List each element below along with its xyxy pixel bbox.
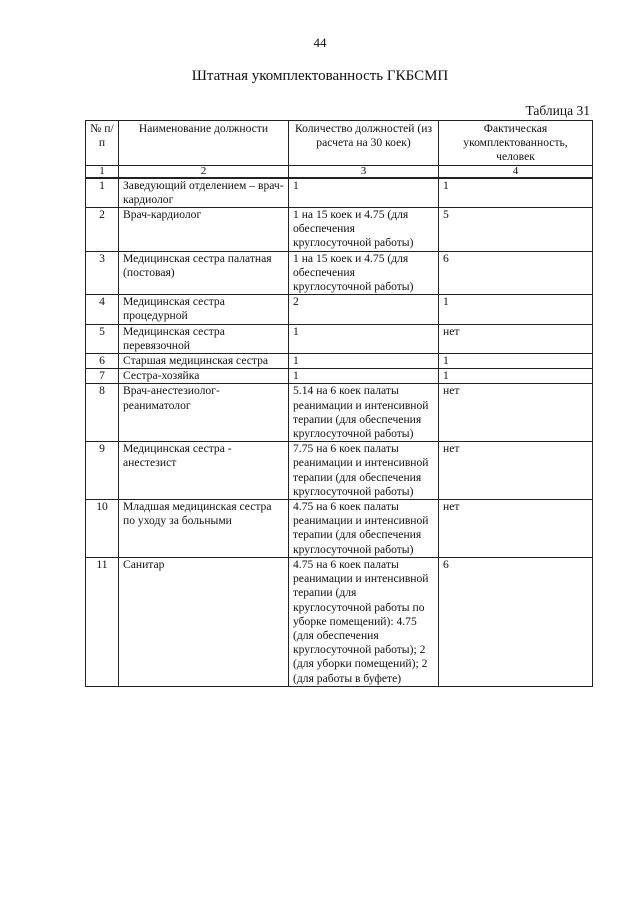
actual-staffing: 1: [439, 354, 593, 369]
row-number: 7: [86, 369, 119, 384]
position-count: 2: [289, 295, 439, 324]
position-name: Заведующий отделением – врач-кардиолог: [119, 178, 289, 208]
table-row: [86, 295, 593, 324]
page-number: 44: [313, 35, 327, 50]
row-number: 10: [86, 500, 119, 558]
column-number: 1: [86, 165, 119, 178]
header-actual-staffing: Фактическая укомплектованность, человек: [439, 121, 593, 166]
header-position-count: Количество должностей (из расчета на 30 коек): [289, 121, 439, 166]
table-row: [86, 324, 593, 353]
position-name: Врач-анестезиолог-реаниматолог: [119, 384, 289, 442]
row-number: 1: [86, 178, 119, 208]
staffing-table: [85, 120, 593, 687]
position-name: Медицинская сестра процедурной: [119, 295, 289, 324]
position-count: 1 на 15 коек и 4.75 (для обеспечения круглосуточной работы): [289, 208, 439, 252]
actual-staffing: 5: [439, 208, 593, 252]
row-number: 2: [86, 208, 119, 252]
column-number: 4: [439, 165, 593, 178]
row-number: 9: [86, 442, 119, 500]
header-position-name: Наименование должности: [119, 121, 289, 166]
row-number: 11: [86, 557, 119, 686]
table-row: [86, 178, 593, 208]
table-row: [86, 500, 593, 558]
position-count: 1: [289, 369, 439, 384]
position-count: 5.14 на 6 коек палаты реанимации и интенсивной терапии (для обеспечения круглосуточной работы): [289, 384, 439, 442]
actual-staffing: нет: [439, 500, 593, 558]
actual-staffing: 6: [439, 251, 593, 295]
table-caption: Таблица 31: [525, 103, 590, 118]
position-name: Медицинская сестра палатная (постовая): [119, 251, 289, 295]
table-row: [86, 557, 593, 686]
actual-staffing: нет: [439, 324, 593, 353]
actual-staffing: нет: [439, 442, 593, 500]
column-number: 2: [119, 165, 289, 178]
column-number-row: [86, 165, 593, 178]
actual-staffing: 1: [439, 178, 593, 208]
table-row: [86, 208, 593, 252]
table-row: [86, 354, 593, 369]
position-count: 4.75 на 6 коек палаты реанимации и интенсивной терапии (для круглосуточной работы по уборке помещений): 4.75 (для обеспечения круглосуточной работы); 2 (для уборки помещений); 2 (для работы в буфете): [289, 557, 439, 686]
position-name: Старшая медицинская сестра: [119, 354, 289, 369]
position-name: Санитар: [119, 557, 289, 686]
table-row: [86, 251, 593, 295]
position-name: Сестра-хозяйка: [119, 369, 289, 384]
document-title: Штатная укомплектованность ГКБСМП: [191, 68, 449, 84]
row-number: 6: [86, 354, 119, 369]
position-count: 1: [289, 178, 439, 208]
position-name: Младшая медицинская сестра по уходу за больными: [119, 500, 289, 558]
actual-staffing: 6: [439, 557, 593, 686]
row-number: 8: [86, 384, 119, 442]
actual-staffing: 1: [439, 295, 593, 324]
row-number: 5: [86, 324, 119, 353]
position-count: 1 на 15 коек и 4.75 (для обеспечения круглосуточной работы): [289, 251, 439, 295]
position-name: Медицинская сестра - анестезист: [119, 442, 289, 500]
table-row: [86, 384, 593, 442]
table-row: [86, 442, 593, 500]
table-row: [86, 369, 593, 384]
row-number: 4: [86, 295, 119, 324]
position-count: 4.75 на 6 коек палаты реанимации и интенсивной терапии (для обеспечения круглосуточной работы): [289, 500, 439, 558]
position-name: Медицинская сестра перевязочной: [119, 324, 289, 353]
position-name: Врач-кардиолог: [119, 208, 289, 252]
position-count: 1: [289, 354, 439, 369]
column-number: 3: [289, 165, 439, 178]
row-number: 3: [86, 251, 119, 295]
header-row: [86, 121, 593, 166]
actual-staffing: нет: [439, 384, 593, 442]
actual-staffing: 1: [439, 369, 593, 384]
position-count: 1: [289, 324, 439, 353]
position-count: 7.75 на 6 коек палаты реанимации и интенсивной терапии (для обеспечения круглосуточной работы): [289, 442, 439, 500]
header-number: № п/п: [86, 121, 119, 166]
